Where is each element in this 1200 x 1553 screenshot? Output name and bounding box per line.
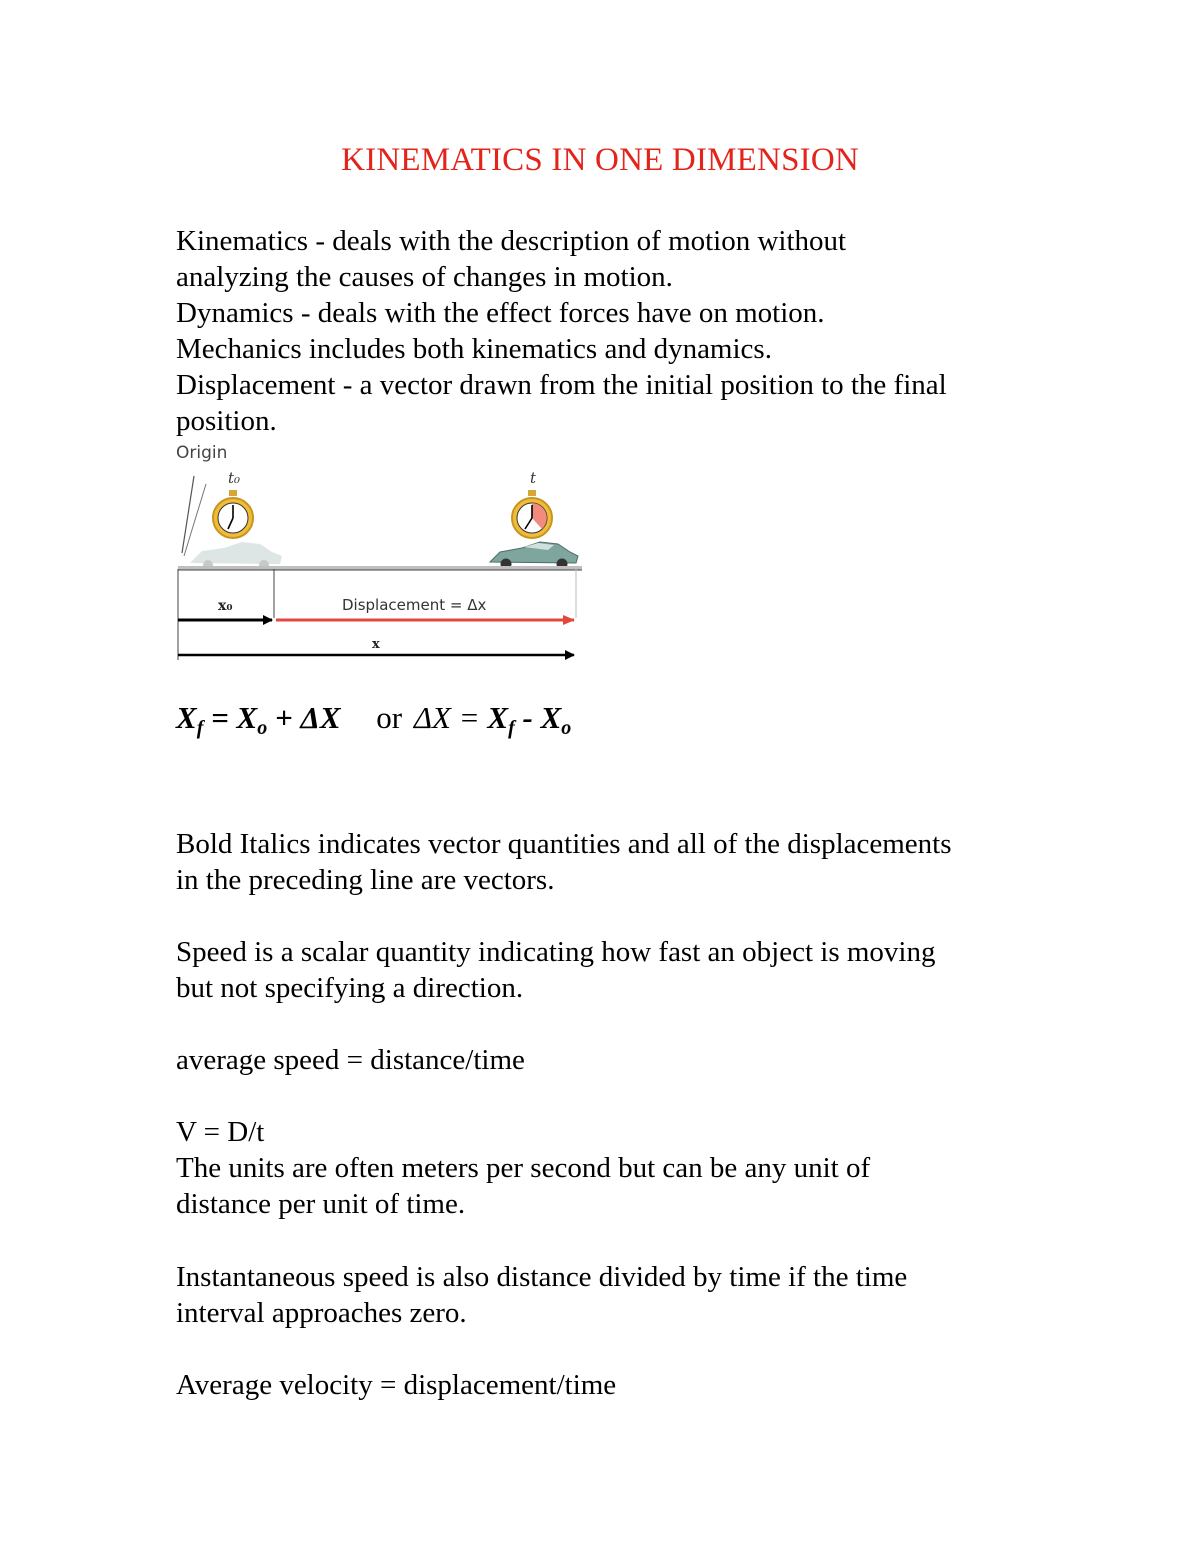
stopwatch-icon [213,490,253,538]
paragraph-line: but not specifying a direction. [176,972,524,1004]
eq-o-sub-2: o [561,717,572,739]
eq-delta-x: ΔX [300,700,341,735]
speed-paragraph [176,934,935,1006]
displacement-figure [172,438,592,668]
origin-label: Origin [176,443,228,463]
eq-f-sub: f [196,717,204,739]
intro-line: position. [176,405,277,437]
vector-note-paragraph [176,826,952,898]
document-title: KINEMATICS IN ONE DIMENSION [341,142,859,178]
paragraph-line: Average velocity = displacement/time [176,1369,617,1401]
car-icon [190,542,282,570]
eq-xf: X [176,700,197,735]
displacement-label: Displacement = Δx [342,596,487,614]
eq-or: or [376,700,403,735]
intro-line: analyzing the causes of changes in motion. [176,261,673,293]
instantaneous-speed-paragraph [176,1259,907,1331]
paragraph-line: V = D/t [176,1116,265,1148]
paragraph-line: Instantaneous speed is also distance divided by time if the time [176,1261,908,1293]
stopwatch-icon [512,490,552,538]
intro-paragraph [176,223,947,439]
t-label: t [530,469,537,487]
paragraph-line: in the preceding line are vectors. [176,864,555,896]
eq-equals: = [203,700,237,735]
paragraph-line: interval approaches zero. [176,1297,467,1329]
average-velocity-paragraph [176,1367,616,1403]
eq-f-sub-2: f [508,717,515,739]
t0-label: t₀ [228,469,241,487]
intro-line: Displacement - a vector drawn from the initial position to the final [176,369,947,401]
paragraph-line: distance per unit of time. [176,1188,466,1220]
paragraph-line: Bold Italics indicates vector quantities and all of the displacements [176,828,952,860]
intro-line: Mechanics includes both kinematics and dynamics. [176,333,772,365]
eq-xf-2: X [487,700,509,735]
eq-plus: + [267,700,301,735]
eq-delta-x-2: ΔX [413,700,451,735]
eq-o-sub: o [257,717,268,739]
paragraph-line: average speed = distance/time [176,1044,525,1076]
intro-line: Kinematics - deals with the description of motion without [176,225,847,257]
car-icon [490,542,578,570]
eq-equals-2: = [450,700,488,735]
eq-xo-2: X [540,700,562,735]
ground-line [178,566,582,570]
eq-minus: - [514,700,541,735]
eq-xo: X [236,700,258,735]
displacement-equation [176,700,571,740]
average-speed-paragraph [176,1042,525,1078]
velocity-formula-paragraph [176,1114,870,1222]
intro-line: Dynamics - deals with the effect forces have on motion. [176,297,825,329]
paragraph-line: Speed is a scalar quantity indicating how fast an object is moving [176,936,936,968]
paragraph-line: The units are often meters per second but can be any unit of [176,1152,871,1184]
x-label: x [372,637,380,652]
x0-label: x₀ [218,598,233,614]
